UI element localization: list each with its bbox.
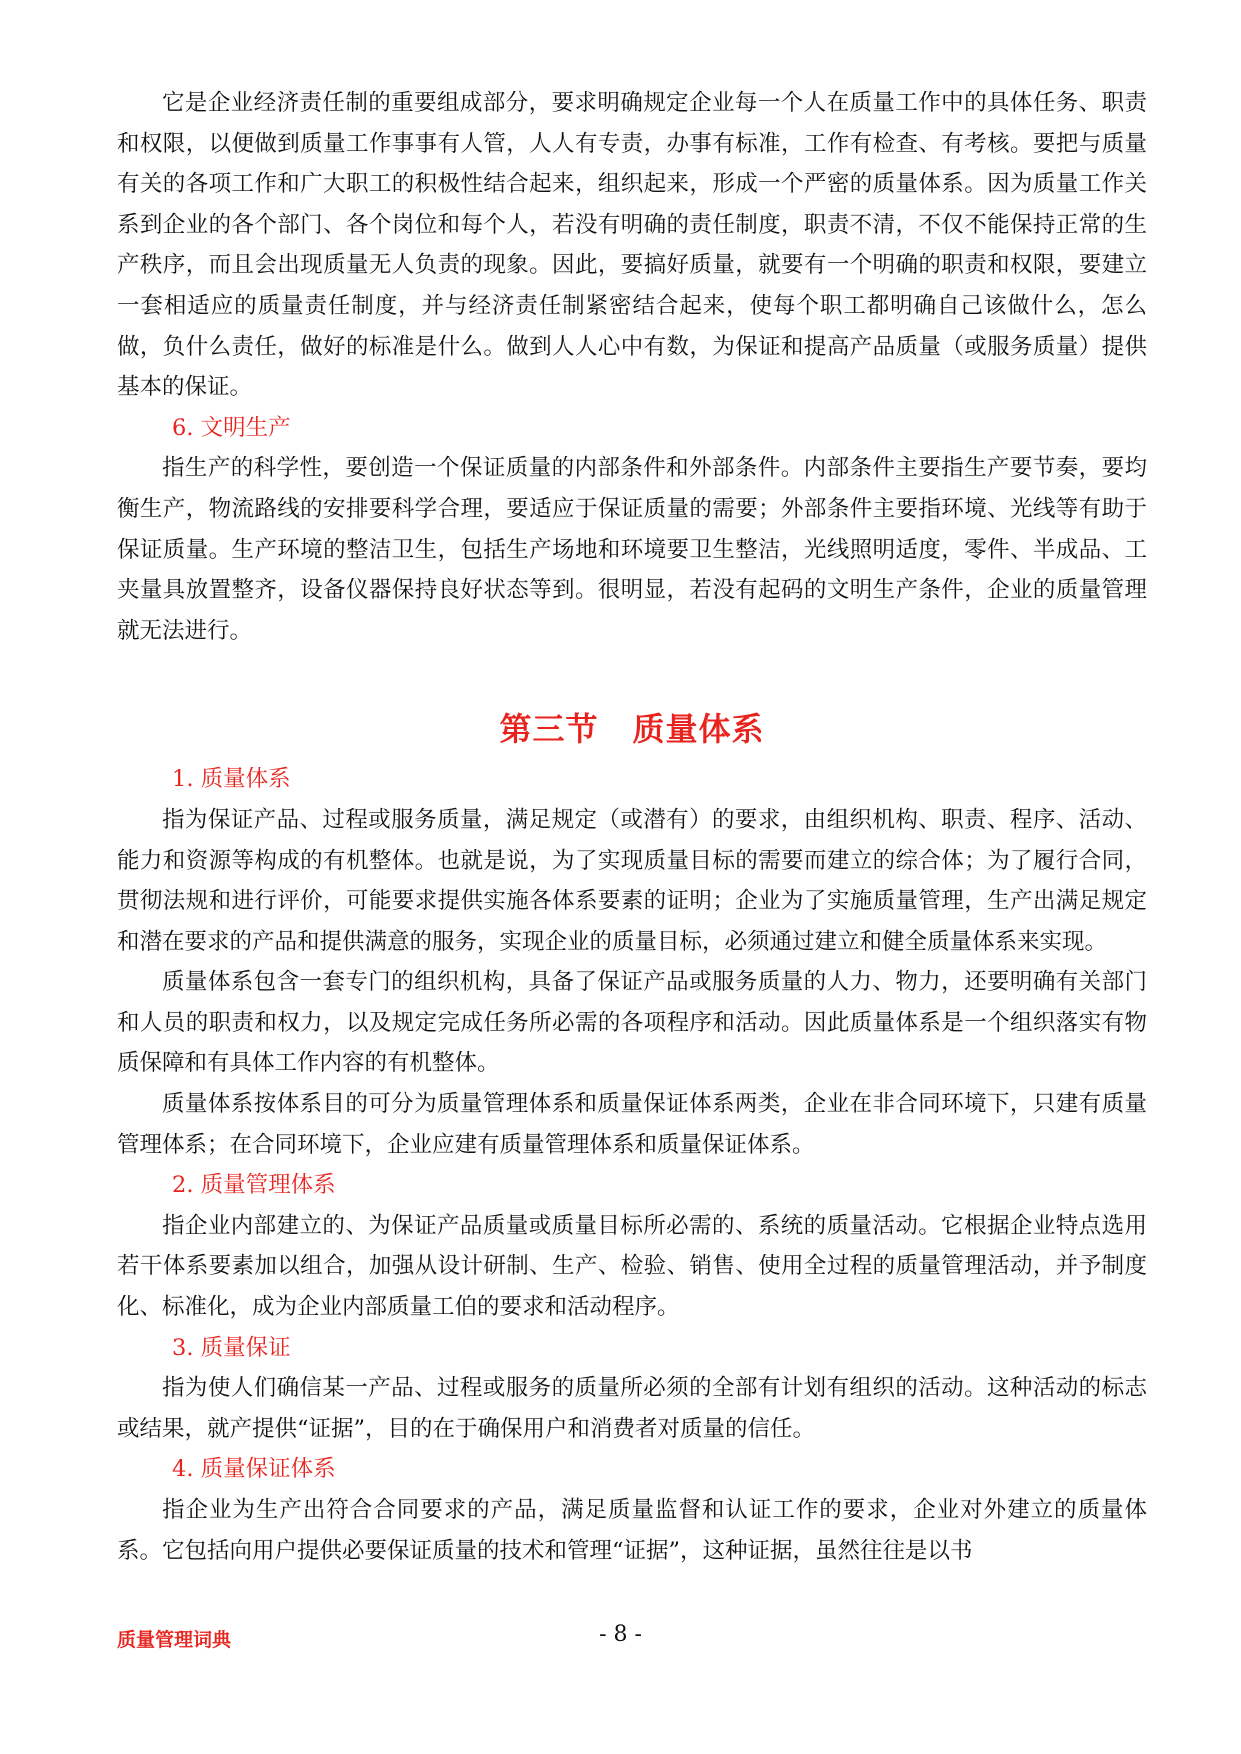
footer-page-number: - 8 - (599, 1622, 642, 1647)
paragraph-civilized-production: 指生产的科学性，要创造一个保证质量的内部条件和外部条件。内部条件主要指生产要节奏，要均衡生产，物流路线的安排要科学合理，要适应于保证质量的需要；外部条件主要指环境、光线等有助于保证质量。生产环境的整洁卫生，包括生产场地和环境要卫生整洁，光线照明适度，零件、半成品、工夹量具放置整齐，设备仪器保持良好状态等到。很明显，若没有起码的文明生产条件，企业的质量管理就无法进行。 (117, 455, 1147, 644)
subheading-quality-system: 1. 质量体系 (172, 766, 291, 793)
section-heading (117, 707, 1147, 751)
paragraph-quality-assurance-system: 指企业为生产出符合合同要求的产品，满足质量监督和认证工作的要求，企业对外建立的质量体系。它包括向用户提供必要保证质量的技术和管理“证据”，这种证据，虽然往往是以书 (117, 1497, 1147, 1564)
subheading-quality-assurance-system: 4. 质量保证体系 (172, 1456, 336, 1483)
footer-book-title: 质量管理词典 (117, 1629, 232, 1651)
paragraph-quality-assurance: 指为使人们确信某一产品、过程或服务的质量所必须的全部有计划有组织的活动。这种活动的标志或结果，就产提供“证据”，目的在于确保用户和消费者对质量的信任。 (117, 1375, 1147, 1442)
paragraph-responsibility: 它是企业经济责任制的重要组成部分，要求明确规定企业每一个人在质量工作中的具体任务、职责和权限，以便做到质量工作事事有人管，人人有专责，办事有标准，工作有检查、有考核。要把与质量有关的各项工作和广大职工的积极性结合起来，组织起来，形成一个严密的质量体系。因为质量工作关系到企业的各个部门、各个岗位和每个人，若没有明确的责任制度，职责不清，不仅不能保持正常的生产秩序，而且会出现质量无人负责的现象。因此，要搞好质量，就要有一个明确的职责和权限，要建立一套相适应的质量责任制度，并与经济责任制紧密结合起来，使每个职工都明确自己该做什么，怎么做，负什么责任，做好的标准是什么。做到人人心中有数，为保证和提高产品质量（或服务质量）提供基本的保证。 (117, 90, 1147, 401)
paragraph-quality-system-def: 指为保证产品、过程或服务质量，满足规定（或潜有）的要求，由组织机构、职责、程序、活动、能力和资源等构成的有机整体。也就是说，为了实现质量目标的需要而建立的综合体；为了履行合同，贯彻法规和进行评价，可能要求提供实施各体系要素的证明；企业为了实施质量管理，生产出满足规定和潜在要求的产品和提供满意的服务，实现企业的质量目标，必须通过建立和健全质量体系来实现。 (117, 806, 1147, 955)
page-body (117, 83, 1147, 1571)
paragraph-quality-system-content: 质量体系包含一套专门的组织机构，具备了保证产品或服务质量的人力、物力，还要明确有关部门和人员的职责和权力，以及规定完成任务所必需的各项程序和活动。因此质量体系是一个组织落实有物质保障和有具体工作内容的有机整体。 (117, 969, 1147, 1077)
subheading-quality-management-system: 2. 质量管理体系 (172, 1172, 336, 1199)
subheading-quality-assurance: 3. 质量保证 (172, 1334, 291, 1361)
paragraph-quality-management-system: 指企业内部建立的、为保证产品质量或质量目标所必需的、系统的质量活动。它根据企业特点选用若干体系要素加以组合，加强从设计研制、生产、检验、销售、使用全过程的质量管理活动，并予制度化、标准化，成为企业内部质量工伯的要求和活动程序。 (117, 1212, 1147, 1321)
paragraph-quality-system-types: 质量体系按体系目的可分为质量管理体系和质量保证体系两类，企业在非合同环境下，只建有质量管理体系；在合同环境下，企业应建有质量管理体系和质量保证体系。 (117, 1091, 1147, 1158)
section-title: 质量体系 (632, 710, 765, 749)
section-number: 第三节 (499, 710, 599, 749)
subheading-civilized-production: 6. 文明生产 (172, 414, 291, 441)
